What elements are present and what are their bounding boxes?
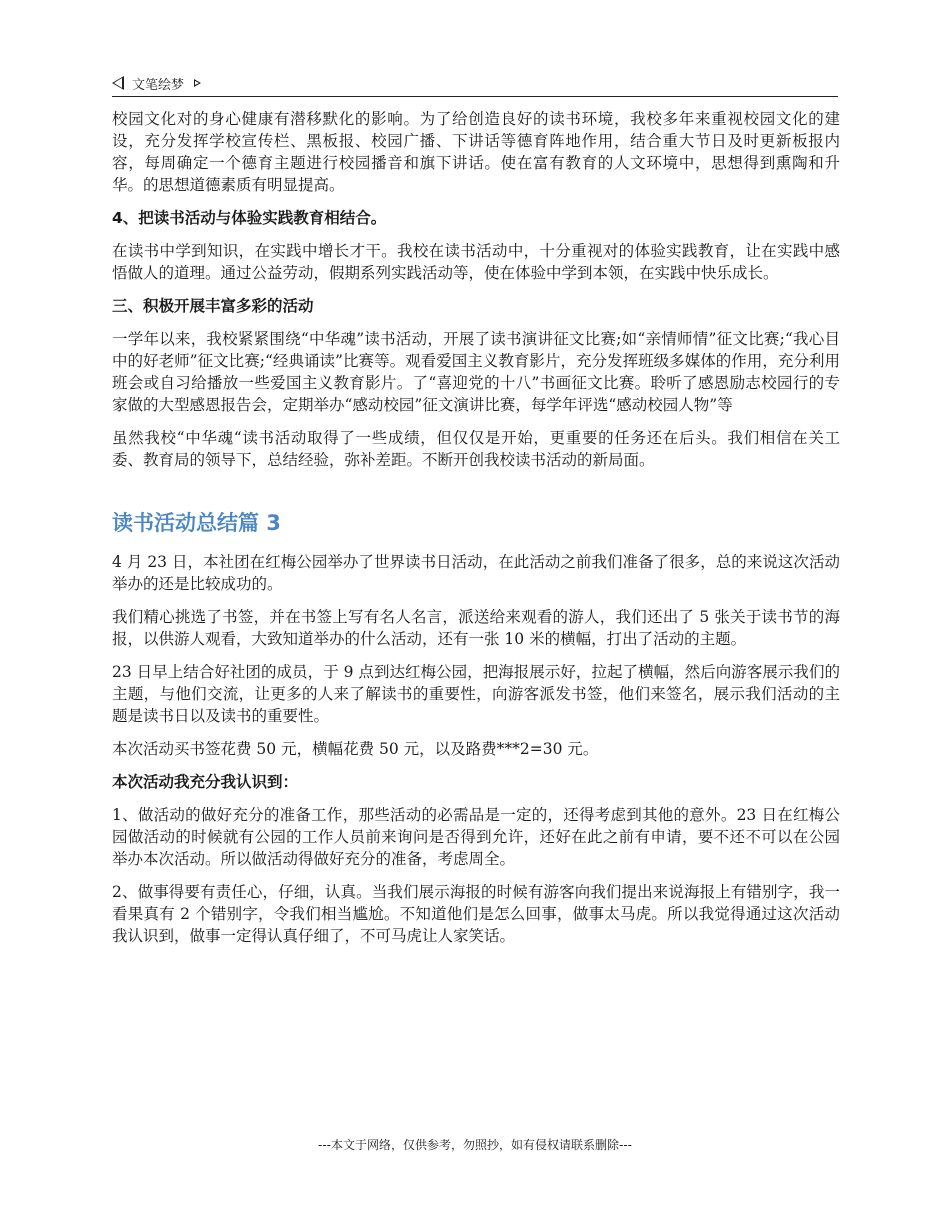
paragraph: 2、做事得要有责任心，仔细，认真。当我们展示海报的时候有游客向我们提出来说海报上有错别字，我一看果真有 2 个错别字，令我们相当尴尬。不知道他们是怎么回事，做事太马虎。所以我觉得通过这次活动我认识到，做事一定得认真仔细了，不可马虎让人家笑话。	[112, 883, 840, 945]
document-body	[112, 108, 840, 958]
paragraph: 1、做活动的做好充分的准备工作，那些活动的必需品是一定的，还得考虑到其他的意外。23 日在红梅公园做活动的时候就有公园的工作人员前来询问是否得到允许，还好在此之前有申请，要不还不可以在公园举办本次活动。所以做活动得做好充分的准备，考虑周全。	[112, 806, 840, 868]
section-title: 读书活动总结篇 3	[112, 511, 281, 535]
paragraph: 校园文化对的身心健康有潜移默化的影响。为了给创造良好的读书环境，我校多年来重视校园文化的建设，充分发挥学校宣传栏、黑板报、校园广播、下讲话等德育阵地作用，结合重大节日及时更新板报内容，每周确定一个德育主题进行校园播音和旗下讲话。使在富有教育的人文环境中，思想得到熏陶和升华。的思想道德素质有明显提高。	[112, 110, 840, 194]
paragraph: 在读书中学到知识，在实践中增长才干。我校在读书活动中，十分重视对的体验实践教育，让在实践中感悟做人的道理。通过公益劳动，假期系列实践活动等，使在体验中学到本领，在实践中快乐成长。	[112, 242, 840, 282]
page-footer: ---本文于网络，仅供参考，勿照抄，如有侵权请联系删除---	[318, 1138, 632, 1152]
paragraph: 4 月 23 日，本社团在红梅公园举办了世界读书日活动，在此活动之前我们准备了很多，总的来说这次活动举办的还是比较成功的。	[112, 553, 840, 593]
header-title: 文笔绘梦	[132, 77, 185, 93]
paragraph: 23 日早上结合好社团的成员，于 9 点到达红梅公园，把海报展示好，拉起了横幅，然后向游客展示我们的主题，与他们交流，让更多的人来了解读书的重要性，向游客派发书签，他们来签名，展示我们活动的主题是读书日以及读书的重要性。	[112, 663, 840, 725]
bold-heading: 本次活动我充分我认识到：	[112, 773, 299, 791]
triangle-right-icon	[194, 79, 201, 87]
paragraph: 本次活动买书签花费 50 元，横幅花费 50 元，以及路费***2=30 元。	[112, 740, 599, 758]
bold-heading: 三、积极开展丰富多彩的活动	[112, 297, 314, 315]
triangle-left-icon	[112, 76, 124, 90]
paragraph: 一学年以来，我校紧紧围绕“中华魂”读书活动，开展了读书演讲征文比赛;如“亲情师情”征文比赛;“我心目中的好老师”征文比赛;“经典诵读”比赛等。观看爱国主义教育影片，充分发挥班级多媒体的作用，充分利用班会或自习给播放一些爱国主义教育影片。了“喜迎党的十八”书画征文比赛。聆听了感恩励志校园行的专家做的大型感恩报告会，定期举办“感动校园”征文演讲比赛，每学年评选“感动校园人物”等	[112, 330, 840, 414]
page-header	[112, 70, 838, 97]
bold-heading: 4、把读书活动与体验实践教育相结合。	[112, 209, 387, 227]
paragraph: 我们精心挑选了书签，并在书签上写有名人名言，派送给来观看的游人，我们还出了 5 张关于读书节的海报，以供游人观看，大致知道举办的什么活动，还有一张 10 米的横幅，打出了活动的主题。	[112, 608, 840, 648]
paragraph: 虽然我校“中华魂“读书活动取得了一些成绩，但仅仅是开始，更重要的任务还在后头。我们相信在关工委、教育局的领导下，总结经验，弥补差距。不断开创我校读书活动的新局面。	[112, 429, 840, 469]
